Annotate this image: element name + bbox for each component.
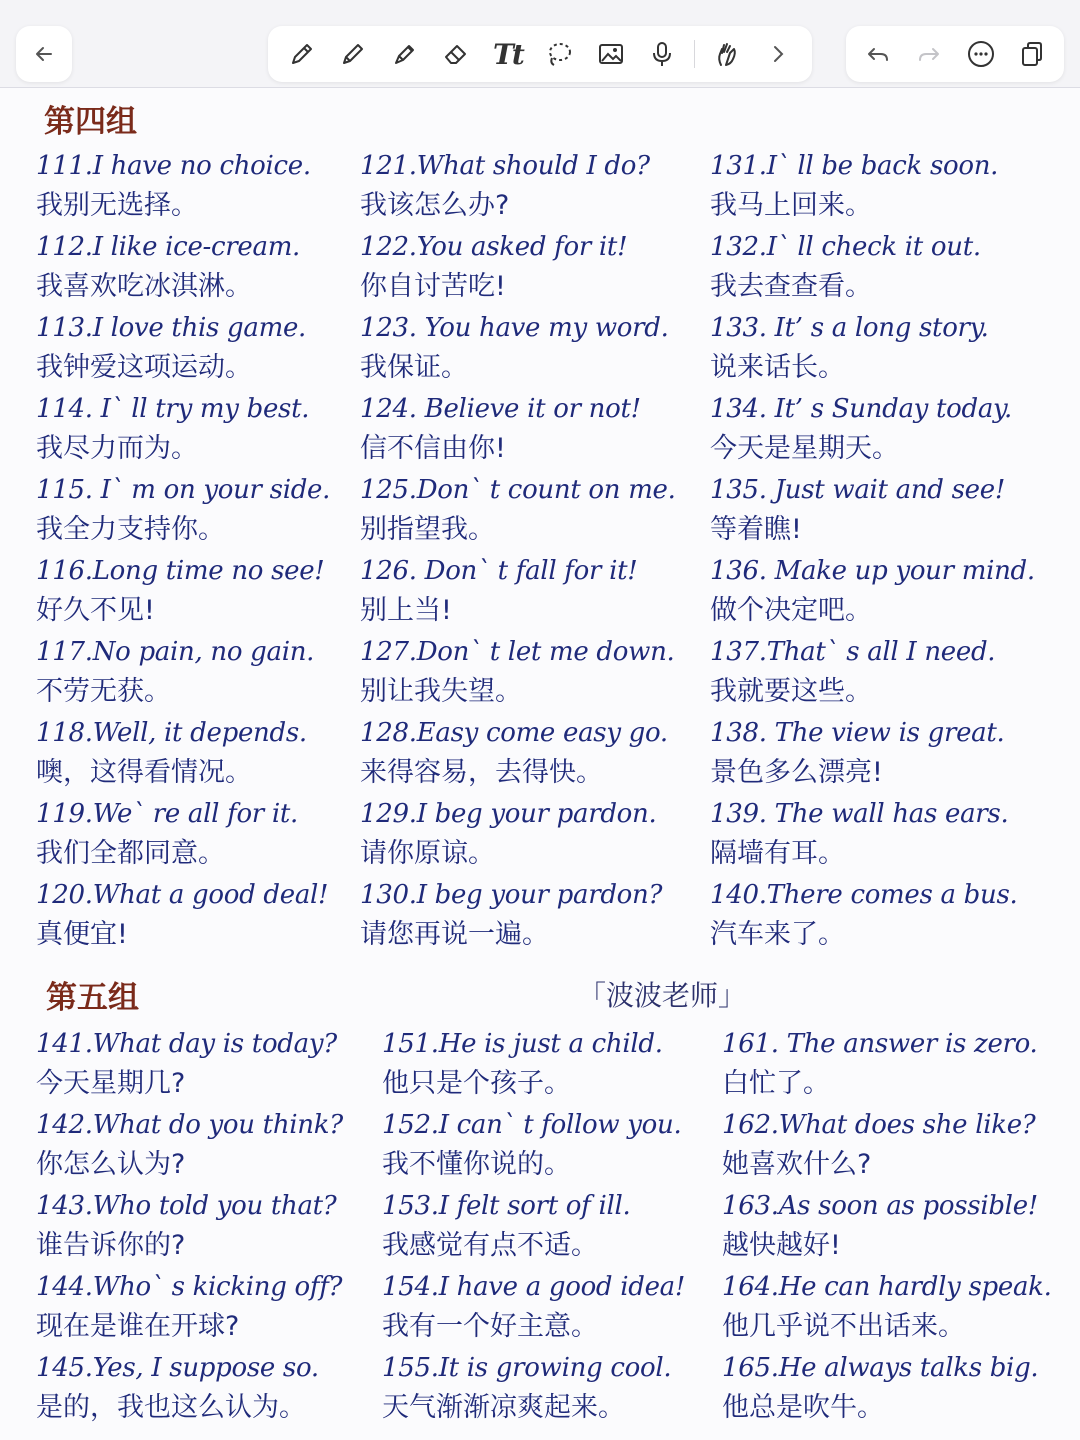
chevron-right-icon[interactable] <box>758 34 798 74</box>
phrase-entry <box>36 1348 343 1429</box>
phrase-entry <box>360 470 676 551</box>
phrase-entry <box>360 389 676 470</box>
phrase-english: 125.Don` t count on me. <box>360 475 676 505</box>
phrase-english: 152.I can` t follow you. <box>382 1110 682 1140</box>
phrase-english: 151.He is just a child. <box>382 1029 663 1059</box>
phrase-entry <box>722 1348 1052 1429</box>
phrase-chinese: 她喜欢什么? <box>722 1149 872 1180</box>
phrase-english: 153.I felt sort of ill. <box>382 1191 631 1221</box>
phrase-chinese: 我钟爱这项运动。 <box>36 352 252 383</box>
section-4-column-3 <box>710 146 1035 956</box>
phrase-english: 115. I` m on your side. <box>36 475 331 505</box>
phrase-chinese: 天气渐渐凉爽起来。 <box>382 1392 625 1423</box>
phrase-entry <box>710 227 1035 308</box>
phrase-chinese: 别指望我。 <box>360 514 495 545</box>
phrase-english: 131.I` ll be back soon. <box>710 151 999 181</box>
phrase-english: 139. The wall has ears. <box>710 799 1009 829</box>
phrase-english: 142.What do you think? <box>36 1110 343 1140</box>
phrase-english: 113.I love this game. <box>36 313 307 343</box>
pencil-icon[interactable] <box>333 34 373 74</box>
phrase-chinese: 他只是个孩子。 <box>382 1068 571 1099</box>
phrase-entry <box>36 1024 343 1105</box>
highlighter-icon[interactable] <box>385 34 425 74</box>
section-4-title: 第四组 <box>44 104 137 140</box>
phrase-chinese: 请您再说一遍。 <box>360 919 549 950</box>
phrase-chinese: 噢，这得看情况。 <box>36 757 252 788</box>
phrase-chinese: 我有一个好主意。 <box>382 1311 598 1342</box>
phrase-english: 141.What day is today? <box>36 1029 337 1059</box>
phrase-chinese: 今天星期几? <box>36 1068 186 1099</box>
phrase-english: 111.I have no choice. <box>36 151 311 181</box>
phrase-entry <box>710 308 1035 389</box>
phrase-chinese: 他几乎说不出话来。 <box>722 1311 965 1342</box>
phrase-chinese: 越快越好! <box>722 1230 841 1261</box>
phrase-english: 133. It’ s a long story. <box>710 313 989 343</box>
eraser-icon[interactable] <box>436 34 476 74</box>
phrase-english: 127.Don` t let me down. <box>360 637 675 667</box>
phrase-chinese: 我去查查看。 <box>710 271 872 302</box>
phrase-entry <box>36 308 330 389</box>
phrase-chinese: 我们全都同意。 <box>36 838 225 869</box>
phrase-chinese: 你自讨苦吃! <box>360 271 506 302</box>
phrase-entry <box>360 632 676 713</box>
phrase-english: 132.I` ll check it out. <box>710 232 981 262</box>
phrase-entry <box>382 1186 685 1267</box>
phrase-chinese: 做个决定吧。 <box>710 595 872 626</box>
phrase-english: 162.What does she like? <box>722 1110 1036 1140</box>
phrase-chinese: 我感觉有点不适。 <box>382 1230 598 1261</box>
phrase-entry <box>710 875 1035 956</box>
section-4-column-2 <box>360 146 676 956</box>
phrase-english: 112.I like ice-cream. <box>36 232 301 262</box>
phrase-english: 129.I beg your pardon. <box>360 799 657 829</box>
phrase-entry <box>710 794 1035 875</box>
phrase-entry <box>382 1105 685 1186</box>
phrase-english: 119.We` re all for it. <box>36 799 299 829</box>
phrase-chinese: 来得容易，去得快。 <box>360 757 603 788</box>
toolbar-separator <box>694 40 695 68</box>
drawing-tools <box>268 26 812 82</box>
phrase-entry <box>360 308 676 389</box>
phrase-entry <box>360 146 676 227</box>
phrase-chinese: 别上当! <box>360 595 452 626</box>
more-icon[interactable] <box>961 34 1001 74</box>
phrase-entry <box>722 1186 1052 1267</box>
phrase-entry <box>36 470 330 551</box>
phrase-english: 128.Easy come easy go. <box>360 718 668 748</box>
phrase-entry <box>360 875 676 956</box>
phrase-chinese: 我马上回来。 <box>710 190 872 221</box>
pages-icon[interactable] <box>1012 34 1052 74</box>
redo-icon[interactable] <box>909 34 949 74</box>
phrase-english: 136. Make up your mind. <box>710 556 1035 586</box>
phrase-chinese: 我喜欢吃冰淇淋。 <box>36 271 252 302</box>
phrase-entry <box>36 146 330 227</box>
phrase-english: 155.It is growing cool. <box>382 1353 672 1383</box>
phrase-english: 124. Believe it or not! <box>360 394 641 424</box>
phrase-chinese: 今天是星期天。 <box>710 433 899 464</box>
phrase-chinese: 不劳无获。 <box>36 676 171 707</box>
phrase-english: 144.Who` s kicking off? <box>36 1272 343 1302</box>
phrase-chinese: 我别无选择。 <box>36 190 198 221</box>
phrase-english: 165.He always talks big. <box>722 1353 1039 1383</box>
phrase-entry <box>36 632 330 713</box>
phrase-chinese: 他总是吹牛。 <box>722 1392 884 1423</box>
phrase-entry <box>722 1267 1052 1348</box>
phrase-entry <box>382 1348 685 1429</box>
microphone-icon[interactable] <box>642 34 682 74</box>
phrase-entry <box>360 227 676 308</box>
phrase-english: 126. Don` t fall for it! <box>360 556 638 586</box>
phrase-chinese: 我全力支持你。 <box>36 514 225 545</box>
phrase-entry <box>360 794 676 875</box>
lasso-icon[interactable] <box>539 34 579 74</box>
back-button[interactable] <box>16 26 72 82</box>
phrase-chinese: 现在是谁在开球? <box>36 1311 240 1342</box>
section-5-column-1 <box>36 1024 343 1429</box>
phrase-chinese: 景色多么漂亮! <box>710 757 883 788</box>
phrase-entry <box>722 1105 1052 1186</box>
phrase-entry <box>36 551 330 632</box>
section-5-column-3 <box>722 1024 1052 1429</box>
phrase-english: 122.You asked for it! <box>360 232 628 262</box>
phrase-english: 163.As soon as possible! <box>722 1191 1038 1221</box>
phrase-chinese: 真便宜! <box>36 919 128 950</box>
author-watermark: 「波波老师」 <box>578 979 747 1012</box>
phrase-english: 134. It’ s Sunday today. <box>710 394 1012 424</box>
phrase-chinese: 别让我失望。 <box>360 676 522 707</box>
phrase-entry <box>710 146 1035 227</box>
phrase-chinese: 好久不见! <box>36 595 155 626</box>
phrase-chinese: 我该怎么办? <box>360 190 510 221</box>
phrase-english: 114. I` ll try my best. <box>36 394 310 424</box>
phrase-chinese: 是的，我也这么认为。 <box>36 1392 306 1423</box>
phrase-entry <box>710 470 1035 551</box>
phrase-entry <box>382 1267 685 1348</box>
phrase-english: 154.I have a good idea! <box>382 1272 686 1302</box>
text-tool-icon[interactable]: Tt <box>493 37 523 71</box>
phrase-chinese: 我保证。 <box>360 352 468 383</box>
phrase-entry <box>36 389 330 470</box>
phrase-entry <box>36 1105 343 1186</box>
phrase-chinese: 请你原谅。 <box>360 838 495 869</box>
phrase-chinese: 我尽力而为。 <box>36 433 198 464</box>
phrase-english: 118.Well, it depends. <box>36 718 307 748</box>
phrase-entry <box>710 551 1035 632</box>
phrase-chinese: 等着瞧! <box>710 514 802 545</box>
phrase-entry <box>36 794 330 875</box>
section-4-column-1 <box>36 146 330 956</box>
phrase-english: 145.Yes, I suppose so. <box>36 1353 319 1383</box>
arrow-left-icon <box>24 34 64 74</box>
phrase-english: 120.What a good deal! <box>36 880 329 910</box>
phrase-chinese: 隔墙有耳。 <box>710 838 845 869</box>
phrase-english: 161. The answer is zero. <box>722 1029 1038 1059</box>
phrase-entry <box>710 713 1035 794</box>
phrase-english: 164.He can hardly speak. <box>722 1272 1052 1302</box>
phrase-chinese: 我就要这些。 <box>710 676 872 707</box>
pen-icon[interactable] <box>282 34 322 74</box>
top-toolbar <box>0 0 1080 88</box>
undo-icon[interactable] <box>858 34 898 74</box>
section-5-column-2 <box>382 1024 685 1429</box>
section-5-title: 第五组 <box>46 980 139 1016</box>
phrase-entry <box>36 713 330 794</box>
phrase-entry <box>360 713 676 794</box>
phrase-english: 138. The view is great. <box>710 718 1005 748</box>
phrase-chinese: 你怎么认为? <box>36 1149 186 1180</box>
phrase-entry <box>36 1267 343 1348</box>
phrase-entry <box>382 1024 685 1105</box>
phrase-entry <box>722 1024 1052 1105</box>
phrase-english: 143.Who told you that? <box>36 1191 337 1221</box>
phrase-english: 135. Just wait and see! <box>710 475 1005 505</box>
phrase-english: 130.I beg your pardon? <box>360 880 663 910</box>
toolbar-divider <box>0 87 1080 88</box>
phrase-english: 117.No pain, no gain. <box>36 637 315 667</box>
phrase-entry <box>36 1186 343 1267</box>
phrase-chinese: 我不懂你说的。 <box>382 1149 571 1180</box>
phrase-english: 116.Long time no see! <box>36 556 325 586</box>
phrase-entry <box>36 227 330 308</box>
phrase-entry <box>360 551 676 632</box>
phrase-chinese: 信不信由你! <box>360 433 506 464</box>
phrase-entry <box>710 389 1035 470</box>
phrase-english: 140.There comes a bus. <box>710 880 1018 910</box>
phrase-chinese: 白忙了。 <box>722 1068 830 1099</box>
hand-draw-icon[interactable] <box>707 34 747 74</box>
phrase-entry <box>710 632 1035 713</box>
phrase-entry <box>36 875 330 956</box>
phrase-english: 123. You have my word. <box>360 313 669 343</box>
phrase-chinese: 谁告诉你的? <box>36 1230 186 1261</box>
phrase-chinese: 汽车来了。 <box>710 919 845 950</box>
document-actions <box>846 26 1064 82</box>
phrase-english: 137.That` s all I need. <box>710 637 996 667</box>
phrase-chinese: 说来话长。 <box>710 352 845 383</box>
phrase-english: 121.What should I do? <box>360 151 650 181</box>
image-icon[interactable] <box>591 34 631 74</box>
